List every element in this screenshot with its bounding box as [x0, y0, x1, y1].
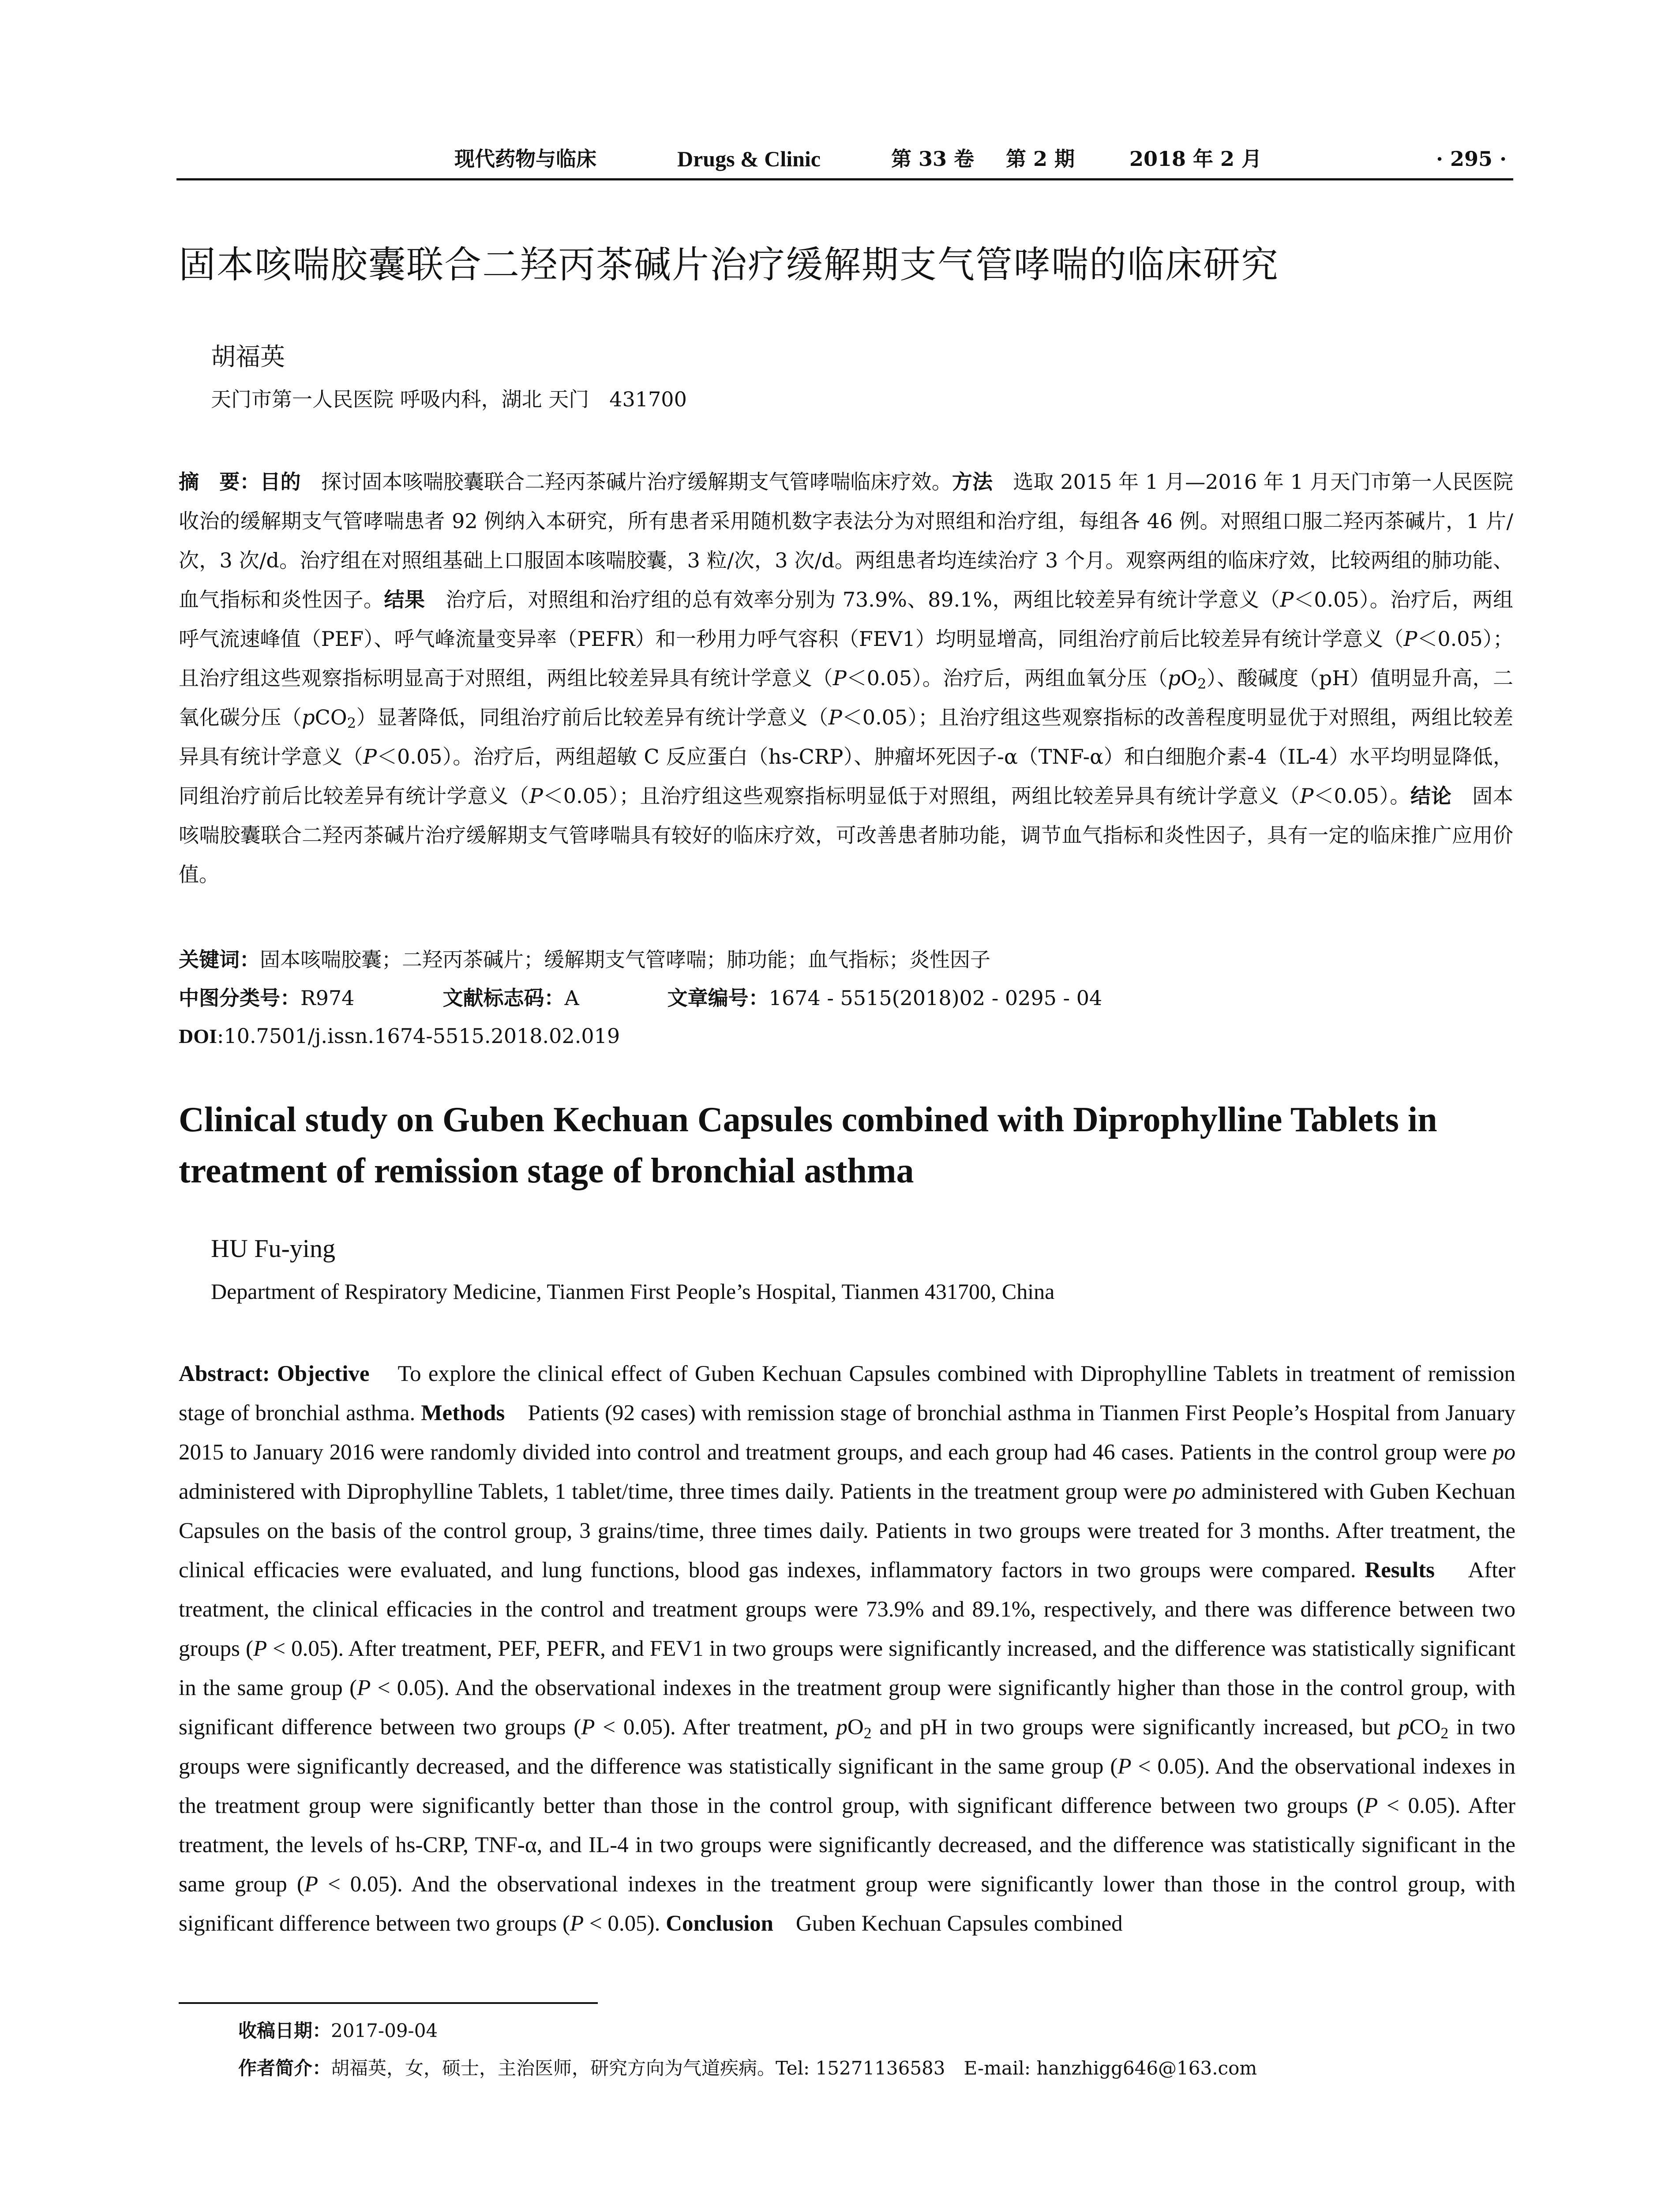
affiliation-cn: 天门市第一人民医院 呼吸内科，湖北 天门 431700 — [211, 387, 687, 411]
received-date: 收稿日期：2017-09-04 — [238, 2020, 438, 2041]
doi-line[interactable]: DOI:10.7501/j.issn.1674-5515.2018.02.019 — [179, 1024, 620, 1048]
results-label-en: Results — [1365, 1558, 1435, 1583]
methods-label-en: Methods — [421, 1401, 505, 1426]
conclusion-text-en: Guben Kechuan Capsules combined — [795, 1911, 1123, 1936]
journal-name-en: Drugs & Clinic — [677, 146, 821, 171]
conclusion-label-en: Conclusion — [666, 1911, 773, 1936]
objective-text-cn: 探讨固本咳喘胶囊联合二羟丙茶碱片治疗缓解期支气管哮喘临床疗效。 — [321, 470, 952, 494]
conclusion-text-cn: 固本咳喘胶囊联合二羟丙茶碱片治疗缓解期支气管哮喘具有较好的临床疗效，可改善患者肺功能，调节血气指标和炎性因子，具有一定的临床推广应用价值。 — [179, 784, 1513, 886]
journal-name-cn: 现代药物与临床 — [454, 147, 596, 171]
article-title-cn: 固本咳喘胶囊联合二羟丙茶碱片治疗缓解期支气管哮喘的临床研究 — [179, 243, 1279, 286]
header-rule — [176, 178, 1513, 180]
footnote-rule — [179, 2002, 598, 2004]
affiliation-en: Department of Respiratory Medicine, Tianmen First People’s Hospital, Tianmen 431700, China — [211, 1279, 1055, 1304]
objective-label-cn: 目的 — [260, 470, 301, 494]
article-title-en: Clinical study on Guben Kechuan Capsules combined with Diprophylline Tablets in treatment of remission stage of bronchial asthma — [179, 1100, 1437, 1190]
author-bio: 作者简介：胡福英，女，硕士，主治医师，研究方向为气道疾病。Tel: 15271136583 E-mail: hanzhigg646@163.com — [238, 2057, 1257, 2079]
journal-issue: 第 2 期 — [1006, 147, 1075, 171]
page-number: · 295 · — [1436, 147, 1507, 171]
author-en: HU Fu-ying — [211, 1234, 335, 1263]
author-cn: 胡福英 — [211, 343, 285, 371]
conclusion-label-cn: 结论 — [1410, 784, 1452, 808]
methods-text-cn: 选取 2015 年 1 月—2016 年 1 月天门市第一人民医院收治的缓解期支气管哮喘患者 92 例纳入本研究，所有患者采用随机数字表法分为对照组和治疗组，每组各 46 例。对照组口服二羟丙茶碱片，1 片/次，3 次/d。治疗组在对照组基础上口服固本咳喘胶囊，3 粒/次，3 次/d。两组患者均连续治疗 3 个月。观察两组的临床疗效，比较两组的肺功能、血气指标和炎性因子。 — [179, 470, 1514, 612]
abstract-en — [179, 1354, 1515, 1943]
journal-date: 2018 年 2 月 — [1129, 147, 1262, 171]
objective-text-en: To explore the clinical effect of Guben Kechuan Capsules combined with Diprophylline Tablets in treatment of remission stage of bronchial asthma. — [179, 1362, 1515, 1426]
results-text-en: After treatment, the clinical efficacies in the control and treatment groups were 73.9% and 89.1%, respectively, and there was difference between two groups (P < 0.05). After treatment, PEF, PEFR, and FEV1 in two groups were significantly increased, and the difference was statistically significant in the same group (P < 0.05). And the observational indexes in the treatment group were significantly higher than those in the control group, with significant difference between two groups (P < 0.05). After treatment, $pO_2$ and pH in two groups were significantly increased, but pCO$_2$ in two groups were significantly decreased, and the difference was statistically significant in the same group (P < 0.05). And the observational indexes in the treatment group were significantly better than those in the control group, with significant difference between two groups (P < 0.05). After treatment, the levels of hs-CRP, TNF-α, and IL-4 in two groups were significantly decreased, and the difference was statistically significant in the same group (P < 0.05). And the observational indexes in the treatment group were significantly lower than those in the control group, with significant difference between two groups (P < 0.05). — [179, 1558, 1516, 1936]
abstract-label-cn: 摘 要： — [179, 470, 260, 494]
results-label-cn: 结果 — [384, 588, 425, 612]
classification-line: 中图分类号：R974 文献标志码：A 文章编号：1674 - 5515(2018)02 - 0295 - 04 — [179, 986, 1102, 1010]
keywords-cn: 关键词：固本咳喘胶囊；二羟丙茶碱片；缓解期支气管哮喘；肺功能；血气指标；炎性因子 — [179, 948, 990, 972]
abstract-cn — [179, 462, 1513, 894]
results-text-cn: 治疗后，对照组和治疗组的总有效率分别为 73.9%、89.1%，两组比较差异有统计学意义（P＜0.05）。治疗后，两组呼气流速峰值（PEF）、呼气峰流量变异率（PEFR）和一秒用力呼气容积（FEV1）均明显增高，同组治疗前后比较差异有统计学意义（P＜0.05）；且治疗组这些观察指标明显高于对照组，两组比较差异具有统计学意义（P＜0.05）。治疗后，两组血氧分压$(pO_2)$、酸碱度（pH）值明显升高，二氧化碳分压（pCO$_2$）显著降低，同组治疗前后比较差异有统计学意义（P＜0.05）；且治疗组这些观察指标的改善程度明显优于对照组，两组比较差异具有统计学意义（P＜0.05）。治疗后，两组超敏 C 反应蛋白（hs-CRP）、肿瘤坏死因子-α（TNF-α）和白细胞介素-4（IL-4）水平均明显降低，同组治疗前后比较差异有统计学意义（P＜0.05）；且治疗组这些观察指标明显低于对照组，两组比较差异具有统计学意义（P＜0.05）。 — [179, 588, 1514, 808]
abstract-label-en: Abstract: Objective — [179, 1362, 370, 1386]
methods-label-cn: 方法 — [952, 470, 993, 494]
methods-text-en: Patients (92 cases) with remission stage of bronchial asthma in Tianmen First People’s Hospital from January 2015 to January 2016 were randomly divided into control and treatment groups, and each group had 46 cases. Patients in the control group were po administered with Diprophylline Tablets, 1 tablet/time, three times daily. Patients in the treatment group were po administered with Guben Kechuan Capsules on the basis of the control group, 3 grains/time, three times daily. Patients in two groups were treated for 3 months. After treatment, the clinical efficacies were evaluated, and lung functions, blood gas indexes, inflammatory factors in two groups were compared. — [179, 1401, 1516, 1583]
journal-volume: 第 33 卷 — [891, 147, 975, 171]
